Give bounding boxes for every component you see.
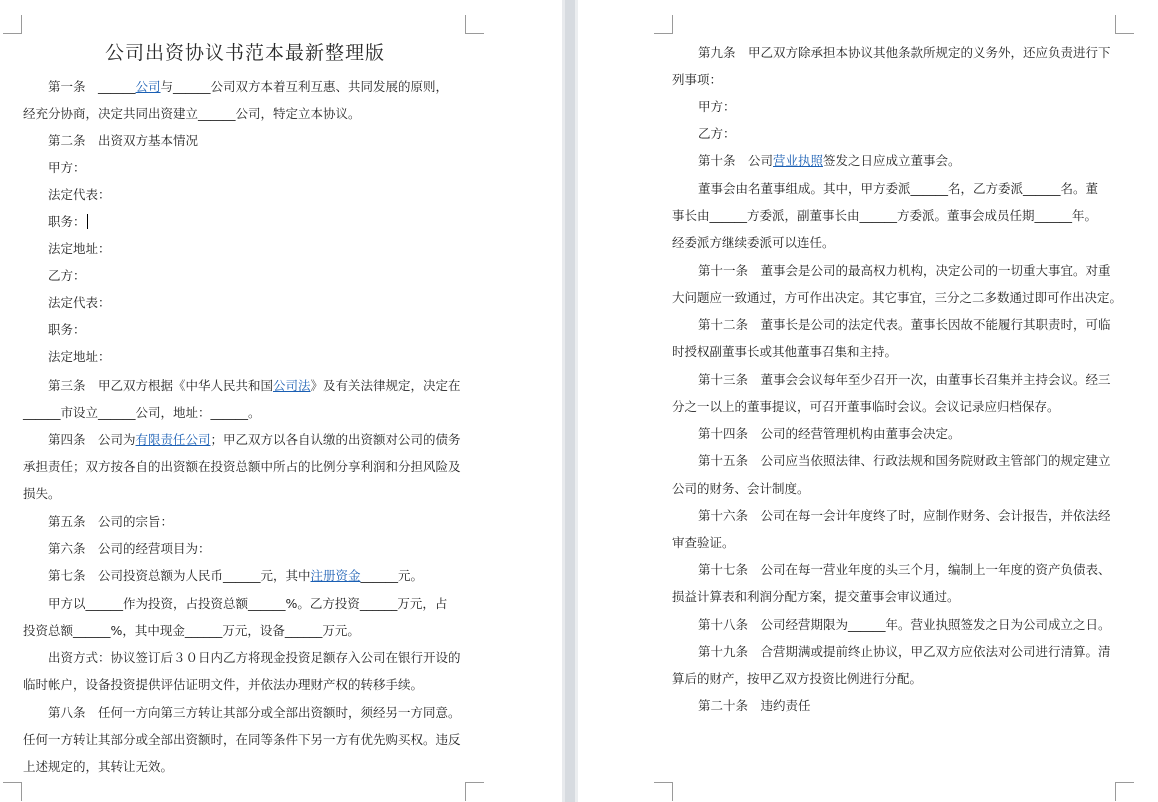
link-limited-company[interactable]: 有限责任公司 — [135, 432, 211, 447]
article-20: 第二十条 违约责任 — [698, 698, 811, 713]
board-composition-cont2: 经委派方继续委派可以连任。 — [672, 235, 835, 250]
article-4-cont2: 损失。 — [23, 486, 61, 501]
article-19: 第十九条 合营期满或提前终止协议，甲乙双方应依法对公司进行清算。清 — [698, 644, 1111, 659]
article-2: 第二条 出资双方基本情况 — [48, 133, 199, 148]
article-1: 第一条 ______公司与______公司双方本着互利互惠、共同发展的原则， — [48, 79, 449, 94]
margin-marker-bottom-left — [3, 782, 22, 801]
article-11: 第十一条 董事会是公司的最高权力机构，决定公司的一切重大事宜。对重 — [698, 263, 1111, 278]
party-a-label: 甲方： — [48, 160, 86, 175]
article-8-cont: 任何一方转让其部分或全部出资额时，在同等条件下另一方有优先购买权。违反 — [23, 732, 461, 747]
party-b-address: 法定地址： — [48, 349, 111, 364]
link-company[interactable]: 公司 — [135, 79, 161, 94]
margin-marker-top-right — [465, 15, 484, 34]
margin-marker-bottom-right — [1115, 782, 1134, 801]
party-a-address: 法定地址： — [48, 241, 111, 256]
article-9: 第九条 甲乙双方除承担本协议其他条款所规定的义务外，还应负责进行下 — [698, 45, 1111, 60]
article-12: 第十二条 董事长是公司的法定代表。董事长因故不能履行其职责时，可临 — [698, 317, 1111, 332]
link-company-law[interactable]: 公司法 — [273, 378, 311, 393]
margin-marker-top-left — [3, 15, 22, 34]
document-title: 公司出资协议书范本最新整理版 — [104, 42, 385, 64]
article-12-cont: 时授权副董事长或其他董事召集和主持。 — [672, 344, 898, 359]
margin-marker-bottom-right — [465, 782, 484, 801]
article-15: 第十五条 公司应当依照法律、行政法规和国务院财政主管部门的规定建立 — [698, 453, 1111, 468]
article-16-cont: 审查验证。 — [672, 535, 735, 550]
party-a-representative: 法定代表： — [48, 187, 111, 202]
article-11-cont: 大问题应一致通过，方可作出决定。其它事宜，三分之二多数通过即可作出决定。 — [672, 290, 1123, 305]
article-10: 第十条 公司营业执照签发之日应成立董事会。 — [698, 153, 961, 168]
investment-details-cont: 投资总额______%，其中现金______万元，设备______万元。 — [23, 623, 360, 638]
party-a-position[interactable]: 职务： — [48, 214, 86, 229]
board-composition-cont: 事长由______方委派，副董事长由______方委派。董事会成员任期______年。 — [672, 208, 1098, 223]
link-registered-capital[interactable]: 注册资金 — [310, 568, 361, 583]
article-16: 第十六条 公司在每一会计年度终了时，应制作财务、会计报告，并依法经 — [698, 508, 1111, 523]
article-8-cont2: 上述规定的，其转让无效。 — [23, 759, 174, 774]
article-3: 第三条 甲乙双方根据《中华人民共和国公司法》及有关法律规定，决定在 — [48, 378, 461, 393]
link-business-license[interactable]: 营业执照 — [773, 153, 824, 168]
margin-marker-top-left — [654, 15, 673, 34]
contribution-method-cont: 临时帐户，设备投资提供评估证明文件，并依法办理财产权的转移手续。 — [23, 677, 424, 692]
article-9-cont: 列事项： — [672, 72, 723, 87]
article-18: 第十八条 公司经营期限为______年。营业执照签发之日为公司成立之日。 — [698, 617, 1111, 632]
article-13: 第十三条 董事会会议每年至少召开一次，由董事长召集并主持会议。经三 — [698, 372, 1111, 387]
text-cursor — [87, 214, 88, 229]
margin-marker-bottom-left — [654, 782, 673, 801]
document-page-right — [578, 0, 1158, 802]
contribution-method: 出资方式：协议签订后３０日内乙方将现金投资足额存入公司在银行开设的 — [48, 650, 461, 665]
margin-marker-top-right — [1115, 15, 1134, 34]
board-composition: 董事会由名董事组成。其中，甲方委派______名，乙方委派______名。董 — [698, 181, 1099, 196]
article-6: 第六条 公司的经营项目为： — [48, 541, 211, 556]
article-15-cont: 公司的财务、会计制度。 — [672, 481, 810, 496]
article-7: 第七条 公司投资总额为人民币______元，其中注册资金______元。 — [48, 568, 424, 583]
article-1-cont: 经充分协商，决定共同出资建立______公司，特定立本协议。 — [23, 106, 361, 121]
party-b-representative: 法定代表： — [48, 295, 111, 310]
article-19-cont: 算后的财产，按甲乙双方投资比例进行分配。 — [672, 671, 923, 686]
article-4: 第四条 公司为有限责任公司；甲乙双方以各自认缴的出资额对公司的债务 — [48, 432, 461, 447]
article-4-cont: 承担责任；双方按各自的出资额在投资总额中所占的比例分享利润和分担风险及 — [23, 459, 461, 474]
party-a-duties: 甲方： — [698, 99, 736, 114]
article-14: 第十四条 公司的经营管理机构由董事会决定。 — [698, 426, 961, 441]
investment-details: 甲方以______作为投资，占投资总额______%。乙方投资______万元，占 — [48, 596, 448, 611]
party-b-position: 职务： — [48, 322, 86, 337]
article-13-cont: 分之一以上的董事提议，可召开董事临时会议。会议记录应归档保存。 — [672, 399, 1060, 414]
article-3-cont: ______市设立______公司，地址：______。 — [23, 405, 261, 420]
article-17: 第十七条 公司在每一营业年度的头三个月，编制上一年度的资产负债表、 — [698, 562, 1111, 577]
article-17-cont: 损益计算表和利润分配方案，提交董事会审议通过。 — [672, 589, 960, 604]
article-8: 第八条 任何一方向第三方转让其部分或全部出资额时，须经另一方同意。 — [48, 705, 461, 720]
party-b-duties: 乙方： — [698, 126, 736, 141]
article-5: 第五条 公司的宗旨： — [48, 514, 174, 529]
page-gutter — [562, 0, 578, 802]
document-page-left — [0, 0, 562, 802]
party-b-label: 乙方： — [48, 268, 86, 283]
